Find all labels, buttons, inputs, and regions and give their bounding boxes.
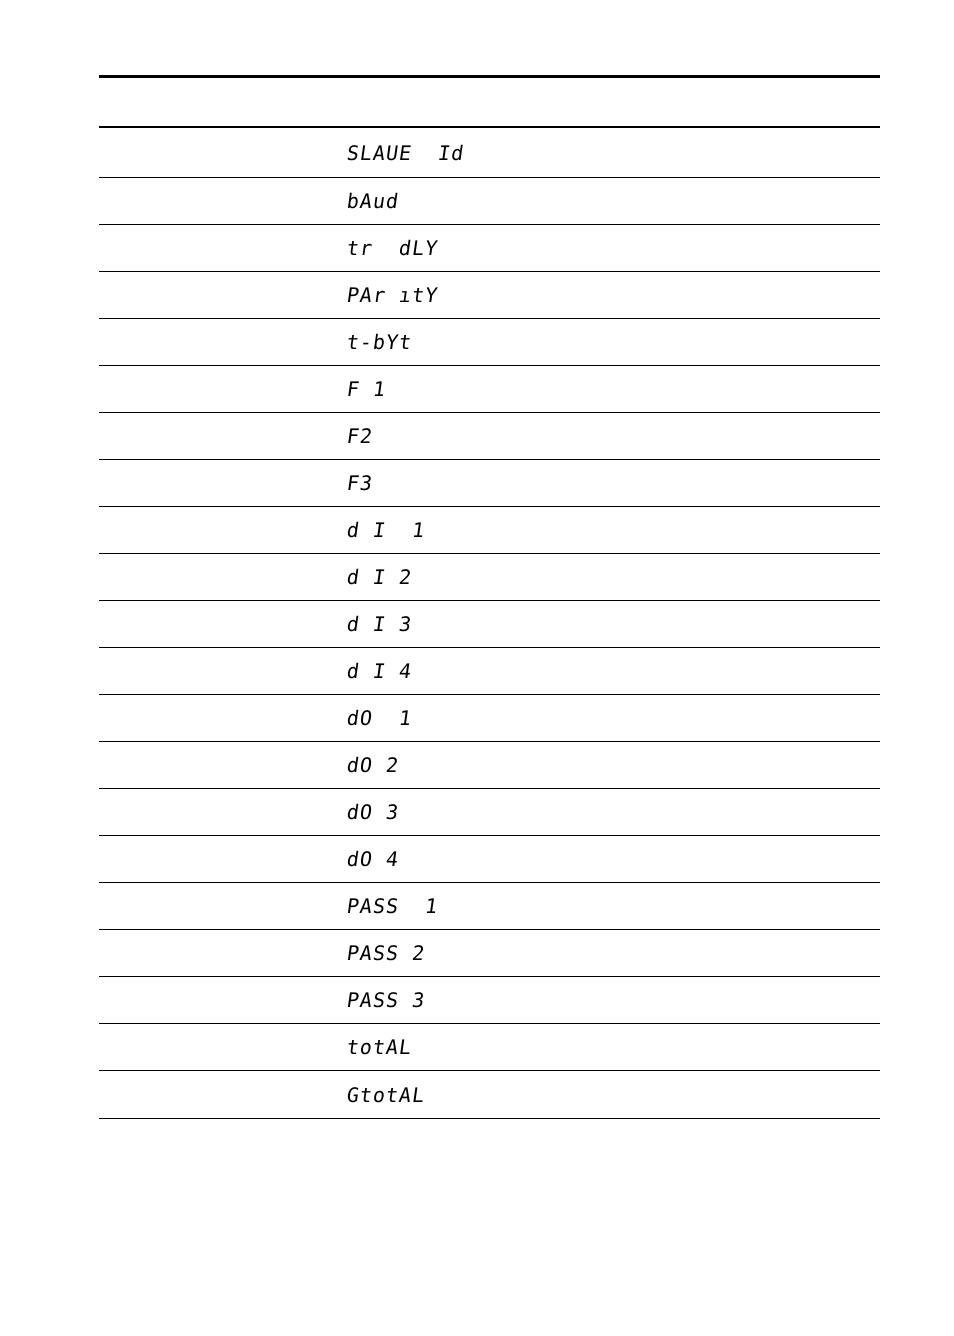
description-cell: [499, 554, 880, 600]
parameter-name-cell: [99, 836, 344, 882]
parameter-name-cell: [99, 601, 344, 647]
description-cell: [499, 836, 880, 882]
table-row: [99, 366, 880, 413]
parameter-name-cell: [99, 128, 344, 177]
parameter-name-cell: [99, 272, 344, 318]
parameter-name-cell: [99, 225, 344, 271]
parameter-name-cell: [99, 1071, 344, 1118]
table-row: [99, 272, 880, 319]
display-code: SLAUE Id: [345, 140, 467, 165]
display-code: d I 1: [345, 518, 427, 542]
description-cell: [499, 366, 880, 412]
description-cell: [499, 272, 880, 318]
parameter-name-cell: [99, 178, 344, 224]
description-cell: [499, 460, 880, 506]
table-row: [99, 1024, 880, 1071]
parameter-name-cell: [99, 648, 344, 694]
parameter-name-cell: [99, 507, 344, 553]
display-code: F 1: [345, 377, 388, 401]
display-code: tr dLY: [345, 236, 440, 260]
description-cell: [499, 695, 880, 741]
table-row: [99, 742, 880, 789]
parameter-name-cell: [99, 977, 344, 1023]
description-cell: [499, 977, 880, 1023]
description-cell: [499, 128, 880, 177]
display-code: d I 3: [345, 612, 414, 636]
parameter-name-cell: [99, 460, 344, 506]
table-row: [99, 225, 880, 272]
display-code: totAL: [345, 1035, 414, 1059]
table-row: [99, 554, 880, 601]
table-row: [99, 319, 880, 366]
display-code: PASS 1: [345, 894, 440, 918]
table-row: [99, 178, 880, 225]
display-code: t-bYt: [345, 330, 414, 354]
table-row: [99, 128, 880, 178]
display-code: PAr ıtY: [345, 283, 440, 307]
parameter-name-cell: [99, 930, 344, 976]
display-code: dO 1: [345, 706, 414, 730]
description-cell: [499, 789, 880, 835]
display-code: dO 2: [345, 753, 401, 777]
description-cell: [499, 225, 880, 271]
table-row: [99, 930, 880, 977]
table-row: [99, 1071, 880, 1119]
description-cell: [499, 648, 880, 694]
parameter-table: [99, 126, 880, 1119]
parameter-name-cell: [99, 554, 344, 600]
table-row: [99, 507, 880, 554]
display-code: bAud: [345, 189, 401, 213]
header-rule: [99, 75, 880, 78]
description-cell: [499, 930, 880, 976]
display-code: PASS 3: [345, 988, 427, 1012]
table-row: [99, 977, 880, 1024]
description-cell: [499, 413, 880, 459]
parameter-name-cell: [99, 1024, 344, 1070]
table-row: [99, 836, 880, 883]
table-row: [99, 413, 880, 460]
description-cell: [499, 742, 880, 788]
display-code: GtotAL: [345, 1082, 427, 1107]
table-row: [99, 648, 880, 695]
display-code: PASS 2: [345, 941, 427, 965]
table-row: [99, 789, 880, 836]
parameter-name-cell: [99, 695, 344, 741]
description-cell: [499, 178, 880, 224]
display-code: d I 2: [345, 565, 414, 589]
parameter-name-cell: [99, 742, 344, 788]
parameter-name-cell: [99, 413, 344, 459]
display-code: F2: [345, 424, 375, 448]
display-code: dO 4: [345, 847, 401, 871]
description-cell: [499, 601, 880, 647]
table-row: [99, 601, 880, 648]
parameter-name-cell: [99, 366, 344, 412]
description-cell: [499, 319, 880, 365]
table-row: [99, 460, 880, 507]
parameter-name-cell: [99, 789, 344, 835]
table-row: [99, 695, 880, 742]
description-cell: [499, 883, 880, 929]
description-cell: [499, 1024, 880, 1070]
table-row: [99, 883, 880, 930]
display-code: dO 3: [345, 800, 401, 824]
description-cell: [499, 507, 880, 553]
description-cell: [499, 1071, 880, 1118]
display-code: d I 4: [345, 659, 414, 683]
parameter-name-cell: [99, 883, 344, 929]
parameter-name-cell: [99, 319, 344, 365]
display-code: F3: [345, 471, 375, 495]
